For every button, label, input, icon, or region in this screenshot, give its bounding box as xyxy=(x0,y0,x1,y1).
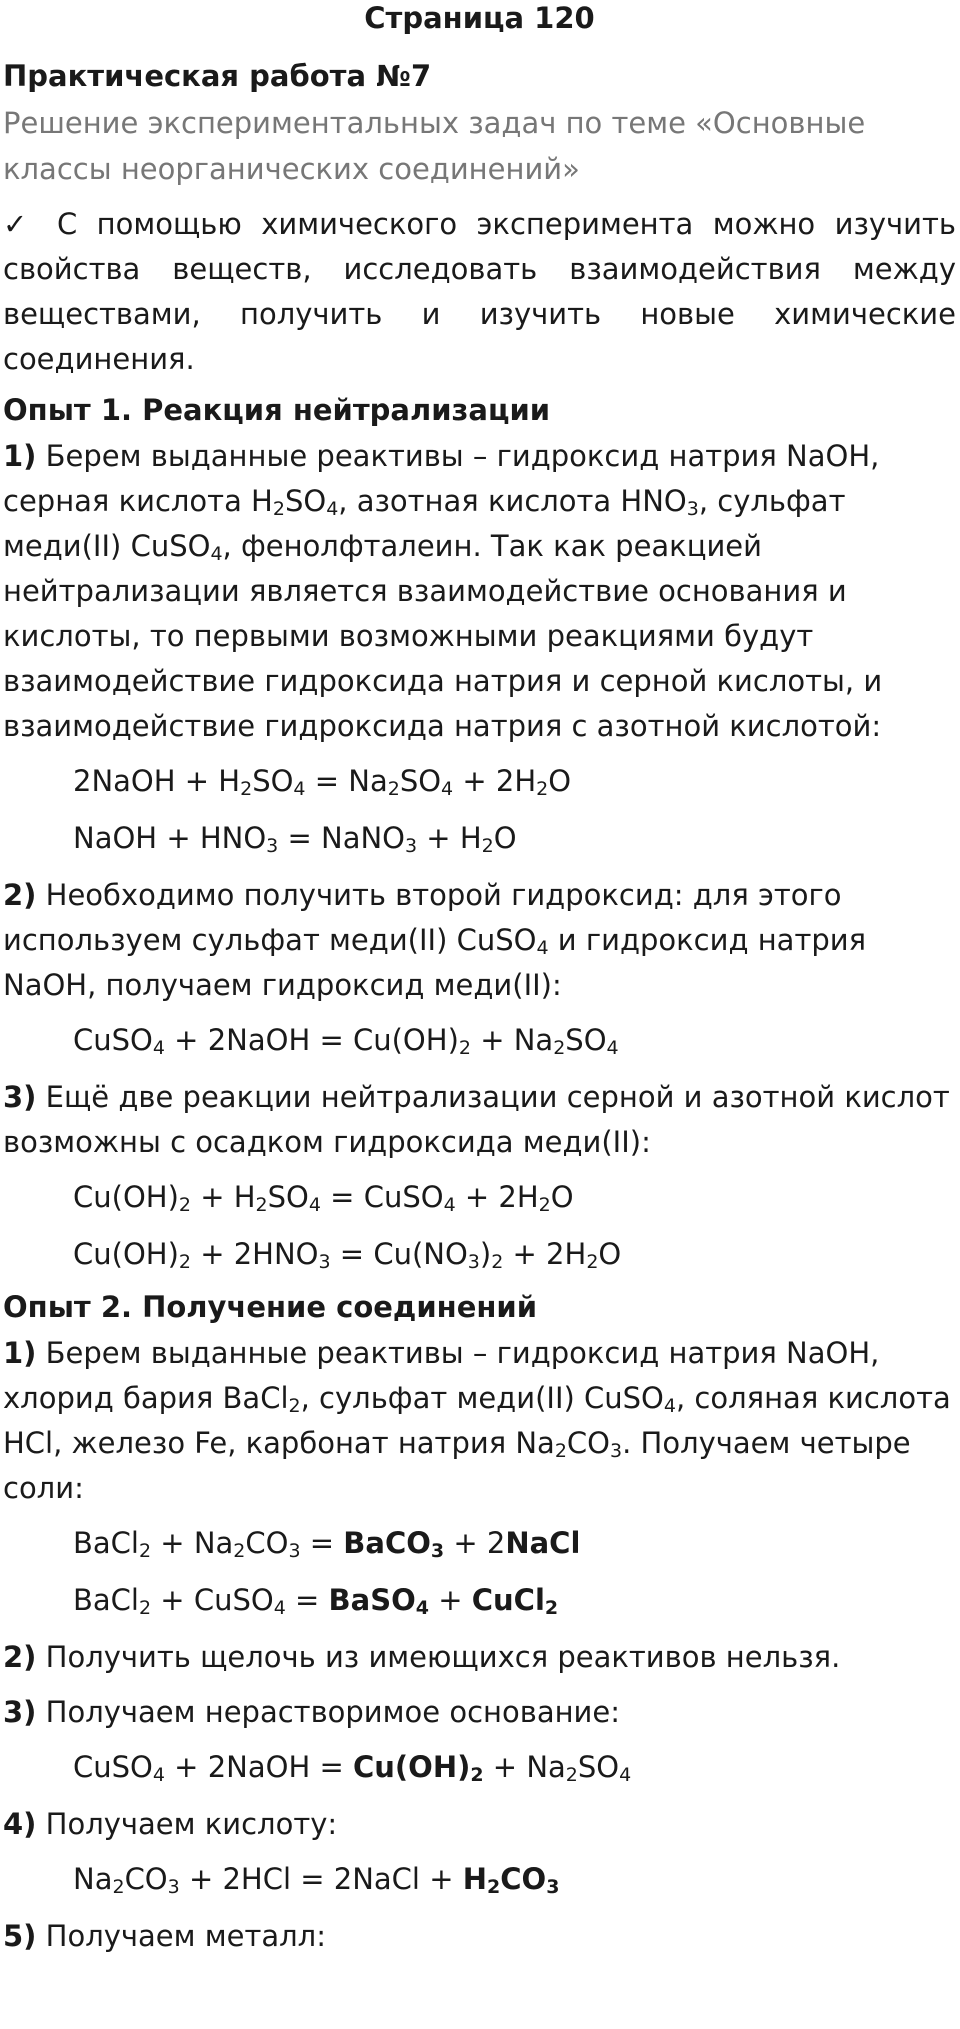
check-icon: ✓ xyxy=(3,207,38,241)
equation-8: CuSO$_4$ + 2NaOH = $Cu(OH)_2 + Na_2SO_4$ xyxy=(73,1750,632,1786)
equation-2: NaOH + $HNO_3$ = NaNO$_3$ + $H_2O$ xyxy=(73,821,517,857)
exp2-step1: 1) Берем выданные реактивы – гидроксид натрия NaOH, хлорид бария BaCl$_2$, сульфат меди(II) CuSO$_4$, соляная кислота HCl, железо Fe, карбонат натрия $Na_2CO_3$. Получаем четыре соли: xyxy=(3,1336,951,1505)
exp2-step2: 2) Получить щелочь из имеющихся реактивов нельзя. xyxy=(3,1640,841,1674)
equation-6: BaCl$_2$ + $Na_2CO_3$ = BaCO$_3$ + 2NaCl xyxy=(73,1526,581,1562)
step-number: 4) xyxy=(3,1807,37,1841)
exp2-step5: 5) Получаем металл: xyxy=(3,1919,326,1953)
exp2-step4: 4) Получаем кислоту: xyxy=(3,1807,338,1841)
exp1-step1: 1) Берем выданные реактивы – гидроксид натрия NaOH, серная кислота $H_2SO_4$, азотная кислота $HNO_3$, сульфат меди(II) CuSO$_4$, фенолфталеин. Так как реакцией нейтрализации является взаимодействие основания и кислоты, то первыми возможными реакциями будут взаимодействие гидроксида натрия и серной кислоты, и взаимодействие гидроксида натрия с азотной кислотой: xyxy=(3,439,883,743)
exp2-step3: 3) Получаем нерастворимое основание: xyxy=(3,1695,621,1729)
equation-7: BaCl$_2$ + CuSO$_4$ = BaSO$_4$ + CuCl$_2$ xyxy=(73,1583,559,1619)
page-title: Страница 120 xyxy=(364,1,595,35)
equation-5: $Cu(OH)_2 + 2HNO_3 = Cu(NO_3)_2 + 2H_2O$ xyxy=(73,1237,622,1273)
step-number: 1) xyxy=(3,439,37,473)
exp1-heading: Опыт 1. Реакция нейтрализации xyxy=(3,393,551,427)
equation-3: CuSO$_4$ + 2NaOH = $Cu(OH)_2 + Na_2SO_4$ xyxy=(73,1023,619,1059)
exp1-step3: 3) Ещё две реакции нейтрализации серной и азотной кислот возможны с осадком гидроксида меди(II): xyxy=(3,1080,950,1159)
step-number: 2) xyxy=(3,878,37,912)
step-number: 3) xyxy=(3,1080,37,1114)
step-number: 1) xyxy=(3,1336,37,1370)
equation-1: 2NaOH + $H_2SO_4 = Na_2SO_4 + 2H_2O$ xyxy=(73,764,572,800)
exp2-heading: Опыт 2. Получение соединений xyxy=(3,1290,538,1324)
step-number: 2) xyxy=(3,1640,37,1674)
step-number: 3) xyxy=(3,1695,37,1729)
work-title: Практическая работа №7 xyxy=(3,59,432,93)
intro-paragraph xyxy=(3,202,956,382)
work-subtitle: Решение экспериментальных задач по теме «Основные классы неорганических соединений» xyxy=(3,106,866,186)
exp1-step2: 2) Необходимо получить второй гидроксид: для этого используем сульфат меди(II) CuSO$_4$ и гидроксид натрия NaOH, получаем гидроксид меди(II): xyxy=(3,878,867,1002)
intro-text: С помощью химического эксперимента можно изучить свойства веществ, исследовать взаимодействия между веществами, получить и изучить новые химические соединения. xyxy=(3,207,956,376)
equation-9: $Na_2CO_3 + 2HCl$ = 2NaCl + $H_2CO_3$ xyxy=(73,1862,560,1898)
step-number: 5) xyxy=(3,1919,37,1953)
equation-4: $Cu(OH)_2 + H_2SO_4$ = CuSO$_4$ + $2H_2O$ xyxy=(73,1180,574,1216)
